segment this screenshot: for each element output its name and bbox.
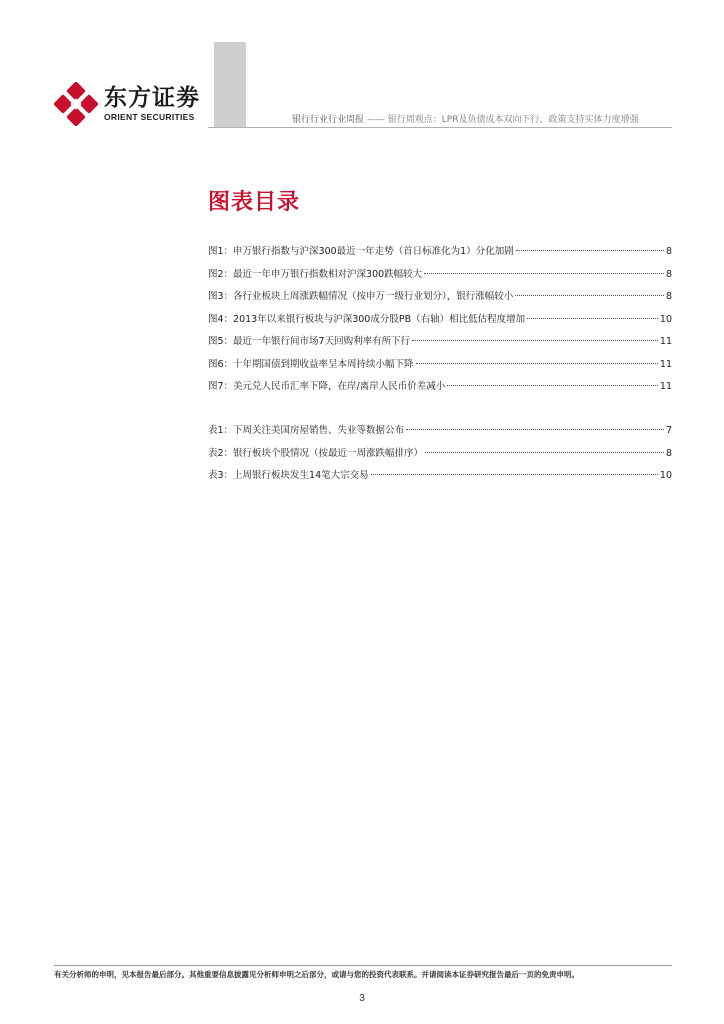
toc-entry-figure-5[interactable] [208, 333, 672, 356]
figure-list [208, 243, 672, 401]
toc-entry-label: 图7：美元兑人民币汇率下降，在岸/离岸人民币价差减小 [208, 381, 446, 392]
toc-entry-figure-6[interactable] [208, 356, 672, 379]
toc-entry-label: 表1：下周关注美国房屋销售、失业等数据公布 [208, 425, 405, 436]
dot-leader [527, 318, 658, 319]
footer-divider [54, 965, 672, 966]
toc-entry-page: 8 [665, 268, 672, 280]
dot-leader [371, 474, 658, 475]
dot-leader [447, 385, 658, 386]
toc-entry-figure-4[interactable] [208, 311, 672, 334]
footer-disclaimer: 有关分析师的申明，见本报告最后部分。其他重要信息披露见分析师申明之后部分，或请与您的投资代表联系。并请阅读本证券研究报告最后一页的免责申明。 [54, 970, 579, 979]
logo-english-name: ORIENT SECURITIES [104, 112, 195, 122]
report-type: 银行行业行业周报 [292, 115, 365, 125]
dot-leader [416, 363, 658, 364]
header-divider [208, 127, 672, 128]
toc-entry-page: 11 [659, 358, 672, 370]
logo [54, 82, 200, 126]
dot-leader [424, 273, 664, 274]
dot-leader [412, 340, 658, 341]
toc-entry-label: 图1：申万银行指数与沪深300最近一年走势（首日标准化为1）分化加剧 [208, 246, 514, 257]
toc-entry-page: 8 [665, 291, 672, 302]
toc-entry-label: 图5：最近一年银行间市场7天回购利率有所下行 [208, 336, 411, 347]
report-title: 银行周观点：LPR及负债成本双向下行，政策支持实体力度增强 [387, 115, 639, 125]
report-header [292, 112, 638, 125]
toc-entry-figure-7[interactable] [208, 378, 672, 401]
toc-entry-table-3[interactable] [208, 467, 672, 490]
toc-entry-label: 图6：十年期国债到期收益率呈本周持续小幅下降 [208, 358, 414, 370]
header-gray-bar [214, 42, 246, 128]
table-list [208, 422, 672, 490]
toc-entry-figure-1[interactable] [208, 243, 672, 266]
toc-entry-table-1[interactable] [208, 422, 672, 445]
toc-entry-figure-2[interactable] [208, 266, 672, 289]
toc-entry-page: 10 [659, 313, 672, 325]
toc-entry-figure-3[interactable] [208, 288, 672, 311]
header-separator: —— [364, 115, 388, 125]
toc-entry-label: 图4：2013年以来银行板块与沪深300成分股PB（右轴）相比低估程度增加 [208, 313, 526, 325]
toc-entry-page: 11 [659, 336, 672, 347]
toc-entry-page: 8 [665, 246, 672, 257]
dot-leader [515, 295, 664, 296]
toc-entry-page: 10 [659, 470, 672, 481]
logo-chinese-name: 东方证劵 [104, 85, 200, 111]
toc-entry-page: 11 [659, 381, 672, 392]
dot-leader [425, 452, 664, 453]
toc-entry-label: 表2：银行板块个股情况（按最近一周涨跌幅排序） [208, 447, 424, 459]
toc-entry-table-2[interactable] [208, 445, 672, 468]
toc-entry-page: 8 [665, 447, 672, 459]
toc-entry-label: 图2：最近一年申万银行指数相对沪深300跌幅较大 [208, 268, 423, 280]
toc-entry-label: 表3：上周银行板块发生14笔大宗交易 [208, 470, 369, 481]
orient-logo-icon [54, 82, 98, 126]
toc-title: 图表目录 [208, 190, 301, 215]
toc-entry-label: 图3：各行业板块上周涨跌幅情况（按申万一级行业划分），银行涨幅较小 [208, 291, 514, 302]
page-number: 3 [359, 993, 365, 1004]
toc-entry-page: 7 [665, 425, 672, 436]
dot-leader [406, 429, 664, 430]
dot-leader [516, 250, 664, 251]
